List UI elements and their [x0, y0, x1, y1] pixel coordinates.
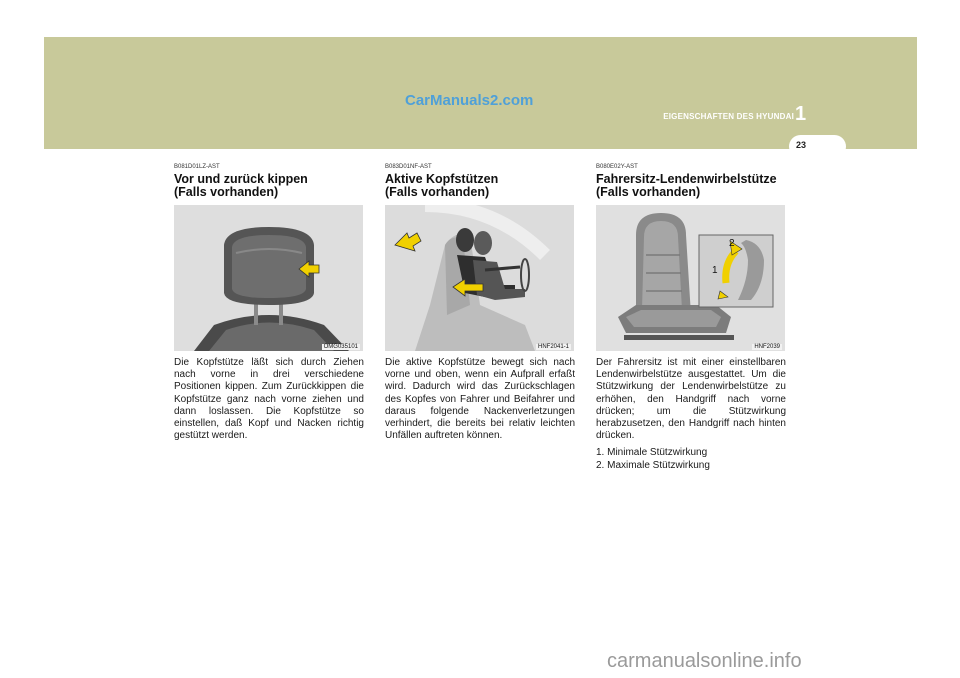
section-active-headrest	[385, 164, 575, 442]
section-heading	[385, 173, 575, 199]
figure-caption: HNF2039	[754, 344, 780, 350]
chapter-number: 1	[795, 103, 807, 125]
heading-line-1: Vor und zurück kippen	[174, 172, 308, 186]
heading-line-2: (Falls vorhanden)	[174, 185, 279, 199]
list-item: 1. Minimale Stützwirkung	[596, 447, 708, 459]
figure-label-1: 1	[712, 265, 718, 276]
section-body: Der Fahrersitz ist mit einer einstellbaren Lendenwirbelstütze ausgestattet. Um die Stützwirkung der Lendenwirbelstütze zu erhöhen, den Handgriff nach vorne drücken; um die Stützwirkung herabzusetzen, den Handgriff nach hinten drücken.	[596, 357, 786, 442]
lumbar-support-figure	[596, 205, 785, 351]
active-headrest-figure	[385, 205, 574, 351]
section-code: B081D01LZ-AST	[174, 164, 220, 170]
section-headrest-tilt	[174, 164, 364, 442]
headrest-tilt-icon	[174, 205, 363, 351]
section-body: Die Kopfstütze läßt sich durch Ziehen nach vorne in drei verschiedene Positionen kippen. Zum Zurückkippen die Kopfstütze ganz nach vorne ziehen und dann loslassen. Die Kopfstütze so einstellen, daß Kopf und Nacken richtig gestützt werden.	[174, 357, 364, 442]
support-levels-list	[596, 447, 786, 471]
site-link[interactable]: CarManuals2.com	[405, 92, 534, 109]
heading-line-1: Fahrersitz-Lendenwirbelstütze	[596, 172, 777, 186]
list-item: 2. Maximale Stützwirkung	[596, 459, 710, 471]
page-number: 23	[796, 140, 807, 150]
lumbar-support-icon	[596, 205, 785, 351]
section-lumbar-support	[596, 164, 786, 472]
figure-caption: OMG035101	[323, 344, 358, 350]
section-code: B080E02Y-AST	[596, 164, 638, 170]
active-headrest-icon	[385, 205, 574, 351]
chapter-title: EIGENSCHAFTEN DES HYUNDAI	[663, 112, 794, 121]
footer-watermark[interactable]: carmanualsonline.info	[607, 650, 802, 672]
section-code: B083D01NF-AST	[385, 164, 432, 170]
heading-line-2: (Falls vorhanden)	[385, 185, 490, 199]
section-body: Die aktive Kopfstütze bewegt sich nach vorne und oben, wenn ein Aufprall erfaßt wird. Dadurch wird das Zurückschlagen des Kopfes von Fahrer und Beifahrer und daraus folgende Nackenverletzungen verhindert, die bereits bei relativ leichten Unfällen auftreten können.	[385, 357, 575, 442]
heading-line-2: (Falls vorhanden)	[596, 185, 701, 199]
figure-caption: HNF2041-1	[537, 344, 569, 350]
section-heading	[596, 173, 786, 199]
section-heading	[174, 173, 364, 199]
figure-label-2: 2	[729, 238, 735, 249]
headrest-tilt-figure	[174, 205, 363, 351]
heading-line-1: Aktive Kopfstützen	[385, 172, 499, 186]
